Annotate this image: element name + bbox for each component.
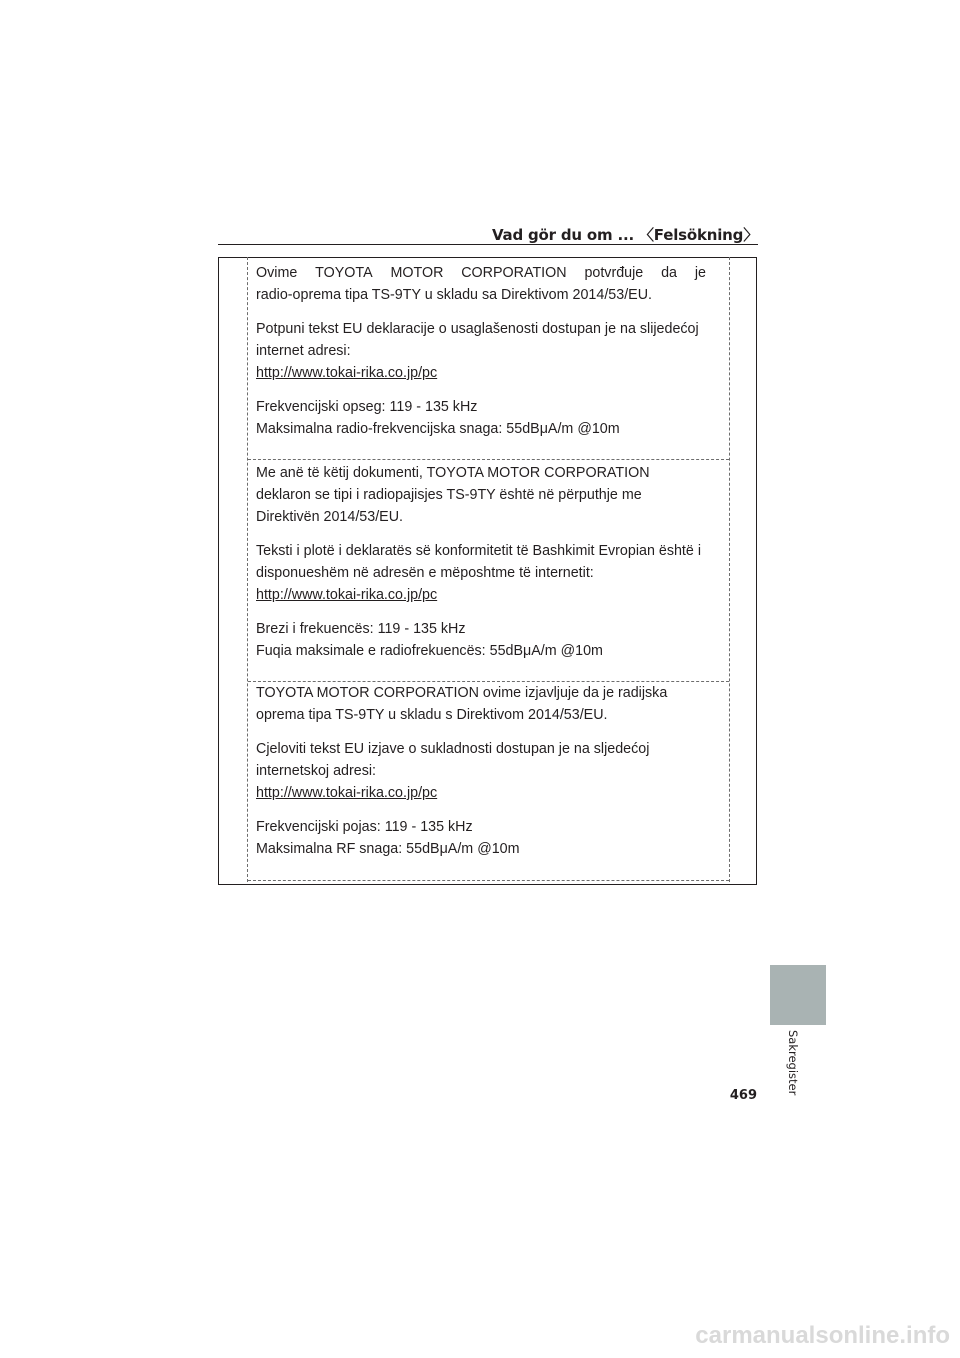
declaration-section-3 [256,682,706,872]
section-2-link[interactable]: http://www.tokai-rika.co.jp/pc [256,587,438,603]
section-2-frequency: Brezi i frekuencës: 119 - 135 kHz [256,621,466,637]
section-3-text-line2: internetskoj adresi: [256,763,376,779]
index-side-tab [770,965,826,1025]
intro-word: TOYOTA [315,265,373,281]
page-header-title: Vad gör du om ... 〈Felsökning〉 [491,226,758,244]
header-rule [218,244,758,245]
section-2-power: Fuqia maksimale e radiofrekuencës: 55dBμA/m @10m [256,643,603,659]
intro-word: MOTOR [390,265,444,281]
side-tab-label: Sakregister [786,1030,800,1096]
section-separator [248,880,729,881]
page-number: 469 [729,1088,757,1103]
section-3-text-line1: Cjeloviti tekst EU izjave o sukladnosti dostupan je na sljedećoj [256,741,650,757]
section-2-text-line1: Teksti i plotë i deklaratës së konformitetit të Bashkimit Evropian është i [256,543,701,559]
section-1-frequency: Frekvencijski opseg: 119 - 135 kHz [256,399,478,415]
section-2-text-line2: disponueshëm në adresën e mëposhtme të internetit: [256,565,594,581]
section-3-link[interactable]: http://www.tokai-rika.co.jp/pc [256,785,438,801]
section-1-text-line2: internet adresi: [256,343,351,359]
section-2-intro-line3: Direktivën 2014/53/EU. [256,509,404,525]
section-1-intro-line2: radio-oprema tipa TS-9TY u skladu sa Direktivom 2014/53/EU. [256,287,652,303]
section-3-intro-line2: oprema tipa TS-9TY u skladu s Direktivom 2014/53/EU. [256,707,608,723]
declaration-section-2 [256,462,706,674]
section-1-power: Maksimalna radio-frekvencijska snaga: 55dBμA/m @10m [256,421,620,437]
intro-word: da [661,265,677,281]
intro-word: Ovime [256,265,298,281]
watermark: carmanualsonline.info [695,1322,950,1349]
section-1-text-line1: Potpuni tekst EU deklaracije o usaglašenosti dostupan je na slijedećoj [256,321,699,337]
intro-word: je [694,265,706,281]
section-3-intro-line1: TOYOTA MOTOR CORPORATION ovime izjavljuje da je radijska [256,685,668,701]
section-1-intro-line1 [256,262,706,284]
section-2-intro-line2: deklaron se tipi i radiopajisjes TS-9TY është në përputhje me [256,487,642,503]
section-3-frequency: Frekvencijski pojas: 119 - 135 kHz [256,819,473,835]
declaration-section-1 [256,262,706,452]
section-3-power: Maksimalna RF snaga: 55dBμA/m @10m [256,841,520,857]
section-separator [248,459,729,460]
intro-word: CORPORATION [461,265,567,281]
intro-word: potvrđuje [584,265,644,281]
section-2-intro-line1: Me anë të këtij dokumenti, TOYOTA MOTOR CORPORATION [256,465,650,481]
section-1-link[interactable]: http://www.tokai-rika.co.jp/pc [256,365,438,381]
